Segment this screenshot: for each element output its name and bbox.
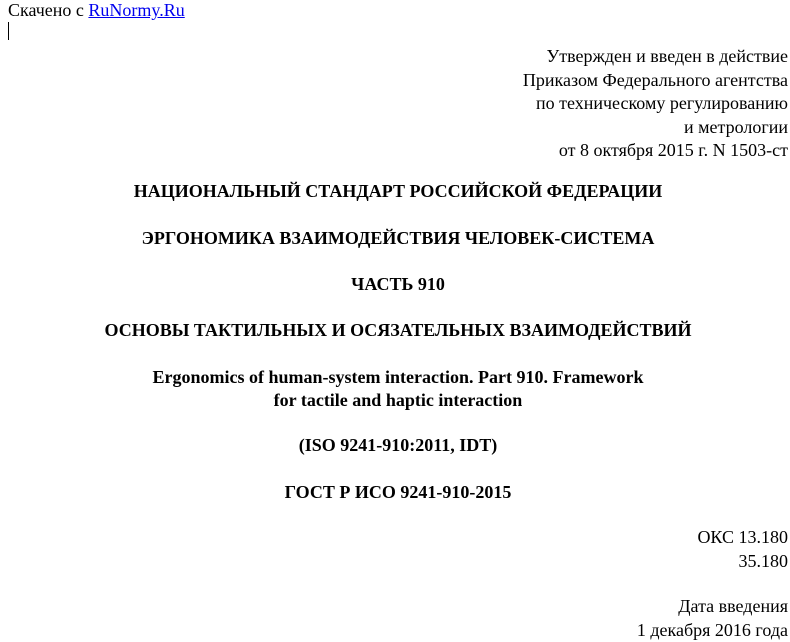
- approval-block: [523, 45, 788, 163]
- part-number: ЧАСТЬ 910: [0, 273, 790, 295]
- text-cursor: [8, 22, 9, 40]
- english-title-line-1: Ergonomics of human-system interaction. Part 910. Framework: [0, 366, 790, 388]
- iso-reference: (ISO 9241-910:2011, IDT): [0, 434, 790, 456]
- approval-line-5: от 8 октября 2015 г. N 1503-ст: [523, 139, 788, 163]
- intro-date-block: [637, 595, 788, 642]
- approval-line-2: Приказом Федерального агентства: [523, 69, 788, 93]
- approval-line-4: и метрологии: [523, 116, 788, 140]
- gost-designation: ГОСТ Р ИСО 9241-910-2015: [0, 481, 790, 503]
- approval-line-1: Утвержден и введен в действие: [523, 45, 788, 69]
- approval-line-3: по техническому регулированию: [523, 92, 788, 116]
- part-title: ОСНОВЫ ТАКТИЛЬНЫХ И ОСЯЗАТЕЛЬНЫХ ВЗАИМОДЕЙСТВИЙ: [0, 319, 790, 341]
- source-line: [8, 0, 185, 21]
- oks-line-1: ОКС 13.180: [697, 526, 788, 550]
- intro-date-value: 1 декабря 2016 года: [637, 619, 788, 642]
- source-link[interactable]: RuNormy.Ru: [88, 0, 184, 20]
- english-title-line-2: for tactile and haptic interaction: [0, 389, 790, 411]
- subject-title: ЭРГОНОМИКА ВЗАИМОДЕЙСТВИЯ ЧЕЛОВЕК-СИСТЕМА: [0, 227, 790, 249]
- national-standard-title: НАЦИОНАЛЬНЫЙ СТАНДАРТ РОССИЙСКОЙ ФЕДЕРАЦИИ: [0, 180, 790, 202]
- intro-date-label: Дата введения: [637, 595, 788, 619]
- oks-line-2: 35.180: [697, 550, 788, 574]
- source-prefix: Скачено с: [8, 0, 88, 20]
- oks-block: [697, 526, 788, 573]
